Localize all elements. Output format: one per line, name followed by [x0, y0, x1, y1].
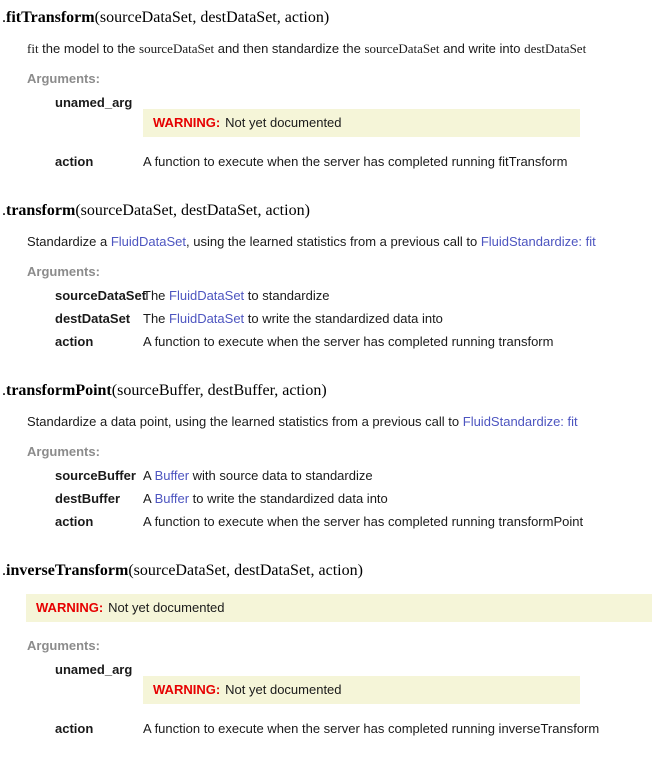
text-run: , using the learned statistics from a previous call to [186, 234, 481, 249]
arguments-label: Arguments: [27, 71, 100, 86]
argument-name: action [55, 514, 94, 529]
argument-name: sourceBuffer [55, 468, 136, 483]
inline-code: sourceDataSet [364, 41, 440, 56]
method-dot: . [2, 382, 6, 399]
argument-description [143, 514, 652, 530]
argument-row [55, 514, 652, 530]
argument-row [55, 288, 652, 304]
method-dot: . [2, 202, 6, 219]
text-run: A [143, 468, 155, 483]
warning-text: Not yet documented [108, 600, 225, 615]
warning-box [26, 594, 652, 622]
argument-description [143, 662, 652, 714]
method-name: transformPoint [6, 382, 112, 399]
arguments-table [55, 468, 652, 530]
warning-label: WARNING: [153, 682, 221, 697]
method-name: inverseTransform [6, 562, 129, 579]
method-section-inverseTransform [0, 562, 652, 737]
argument-name: sourceDataSet [55, 288, 147, 303]
argument-row [55, 662, 652, 714]
argument-description [143, 311, 652, 327]
argument-description [143, 491, 652, 507]
method-name: transform [6, 202, 76, 219]
text-run: with source data to standardize [189, 468, 373, 483]
arguments-label: Arguments: [27, 638, 100, 653]
text-run: A [143, 491, 155, 506]
text-run: Standardize a data point, using the learned statistics from a previous call to [27, 414, 463, 429]
text-run: Standardize a [27, 234, 111, 249]
argument-name: action [55, 154, 94, 169]
method-dot: . [2, 562, 6, 579]
argument-description [143, 468, 652, 484]
method-signature [2, 382, 652, 400]
method-section-transform [0, 202, 652, 350]
arguments-table [55, 288, 652, 350]
argument-row [55, 468, 652, 484]
doc-link[interactable]: FluidDataSet [169, 288, 245, 303]
warning-box [143, 676, 580, 704]
method-description [27, 234, 644, 250]
arguments-label: Arguments: [27, 444, 100, 459]
method-params: (sourceDataSet, destDataSet, action) [94, 9, 330, 26]
argument-name: destDataSet [55, 311, 131, 326]
doc-link[interactable]: Buffer [154, 468, 190, 483]
text-run: A function to execute when the server has completed running transform [143, 334, 554, 349]
argument-description [143, 334, 652, 350]
warning-text: Not yet documented [225, 682, 342, 697]
method-signature [2, 9, 652, 27]
argument-row [55, 334, 652, 350]
arguments-label: Arguments: [27, 264, 100, 279]
warning-label: WARNING: [153, 115, 221, 130]
text-run: to standardize [244, 288, 330, 303]
argument-name: unamed_arg [55, 95, 133, 110]
argument-row [55, 311, 652, 327]
method-description [27, 41, 644, 57]
method-name: fitTransform [6, 9, 95, 26]
argument-row [55, 491, 652, 507]
argument-description [143, 288, 652, 304]
method-params: (sourceDataSet, destDataSet, action) [75, 202, 310, 219]
method-section-transformPoint [0, 382, 652, 530]
argument-row [55, 721, 652, 737]
text-run: and then standardize the [214, 41, 365, 56]
method-dot: . [2, 9, 6, 26]
method-params: (sourceDataSet, destDataSet, action) [128, 562, 363, 579]
doc-link[interactable]: FluidStandardize: fit [480, 234, 596, 249]
text-run: The [143, 288, 170, 303]
doc-link[interactable]: FluidStandardize: fit [462, 414, 578, 429]
warning-box [143, 109, 580, 137]
text-run: A function to execute when the server has completed running inverseTransform [143, 721, 600, 736]
arguments-table [55, 662, 652, 737]
text-run: to write the standardized data into [244, 311, 443, 326]
method-signature [2, 202, 652, 220]
argument-name: unamed_arg [55, 662, 133, 677]
doc-link[interactable]: FluidDataSet [169, 311, 245, 326]
argument-name: destBuffer [55, 491, 121, 506]
warning-label: WARNING: [36, 600, 104, 615]
inline-code: fit [27, 41, 39, 56]
text-run: to write the standardized data into [189, 491, 388, 506]
argument-description [143, 721, 652, 737]
warning-text: Not yet documented [225, 115, 342, 130]
argument-name: action [55, 334, 94, 349]
doc-link[interactable]: Buffer [154, 491, 190, 506]
argument-name: action [55, 721, 94, 736]
argument-row [55, 95, 652, 147]
text-run: A function to execute when the server has completed running transformPoint [143, 514, 584, 529]
text-run: A function to execute when the server has completed running fitTransform [143, 154, 568, 169]
arguments-table [55, 95, 652, 170]
text-run: the model to the [38, 41, 140, 56]
text-run: and write into [439, 41, 525, 56]
text-run: The [143, 311, 170, 326]
argument-description [143, 154, 652, 170]
doc-link[interactable]: FluidDataSet [110, 234, 186, 249]
inline-code: destDataSet [524, 41, 587, 56]
method-params: (sourceBuffer, destBuffer, action) [111, 382, 327, 399]
argument-row [55, 154, 652, 170]
argument-description [143, 95, 652, 147]
method-description [27, 414, 644, 430]
method-section-fitTransform [0, 9, 652, 170]
method-signature [2, 562, 652, 580]
inline-code: sourceDataSet [139, 41, 215, 56]
